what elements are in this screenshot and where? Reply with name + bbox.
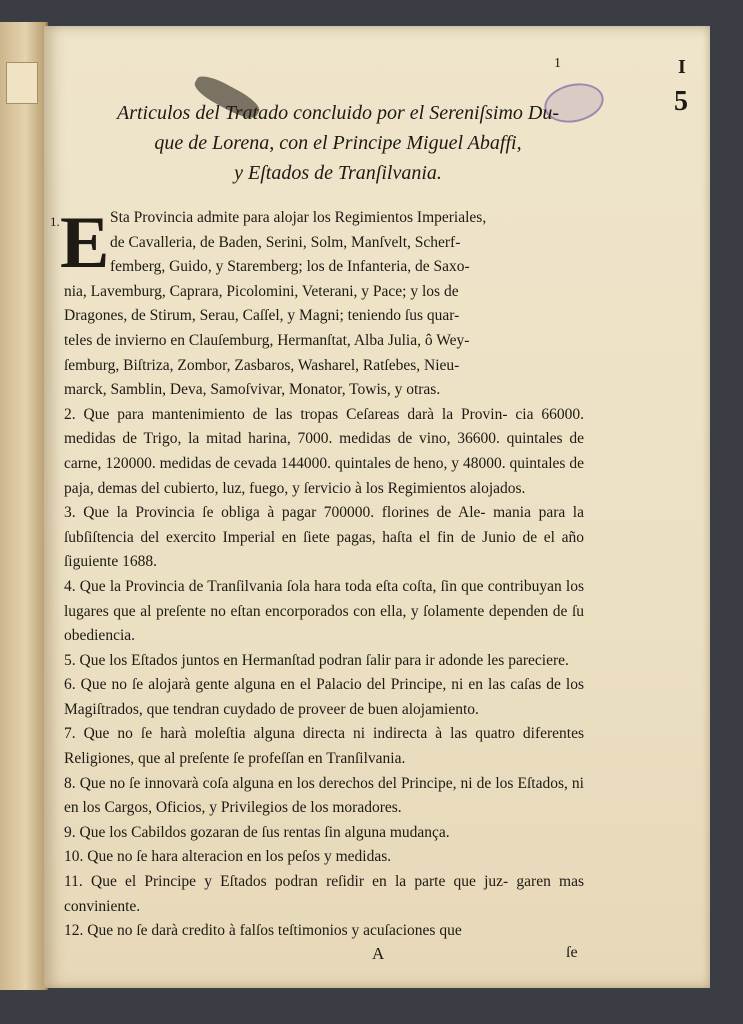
article-4: 4. Que la Provincia de Tranſilvania ſola hara toda eſta coſta, ſin que contribuyan los lugares que al preſente no eſtan encorporados con ella, y ſolamente dependen de ſu obediencia.	[64, 577, 584, 645]
catchword: ſe	[566, 944, 578, 961]
document-page	[44, 26, 710, 988]
article-7: 7. Que no ſe harà moleſtia alguna directa ni indirecta à las quatro diferentes Religiones, que al preſente ſe profeſſan en Tranſilvania.	[64, 725, 584, 768]
title-line: que de Lorena, con el Principe Miguel Abaffi,	[154, 132, 522, 154]
article-2: 2. Que para mantenimiento de las tropas Ceſareas darà la Provin- cia 66000. medidas de Trigo, la mitad harina, 7000. medidas de vino, 36600. quintales de carne, 120000. medidas de cevada 144000. quintales de heno, y 48000. quintales de paja, demas del cubierto, luz, fuego, y ſervicio à los Regimientos alojados.	[64, 405, 584, 497]
article-6: 6. Que no ſe alojarà gente alguna en el Palacio del Principe, ni en las caſas de los Magiſtrados, que tendran cuydado de proveer de buen alojamiento.	[64, 676, 584, 718]
article-3: 3. Que la Provincia ſe obliga à pagar 700000. florines de Ale- mania para la ſubſiſtencia del exercito Imperial en ſiete pagas, haſta el fin de Junio de el año ſiguiente 1688.	[64, 504, 584, 571]
title-line: Articulos del Tratado concluido por el Sereniſsimo Du-	[116, 102, 559, 124]
text-line: Dragones, de Stirum, Serau, Caſſel, y Magni; teniendo ſus quar-	[64, 307, 460, 325]
signature-mark: A	[372, 944, 385, 963]
drop-cap: E	[60, 202, 110, 284]
title-line: y Eſtados de Tranſilvania.	[234, 162, 442, 184]
edge-mark-side: 5	[674, 86, 688, 117]
text-line: de Cavalleria, de Baden, Serini, Solm, Manſvelt, Scherf-	[110, 233, 461, 251]
edge-mark-top: I	[678, 56, 686, 78]
document-body	[50, 202, 584, 944]
article-5: 5. Que los Eſtados juntos en Hermanſtad podran ſalir para ir adonde les pareciere.	[64, 651, 569, 669]
article-1	[64, 206, 584, 403]
marginal-number: 1.	[50, 214, 60, 229]
text-line: ſemburg, Biſtriza, Zombor, Zasbaros, Washarel, Ratſebes, Nieu-	[64, 356, 460, 374]
article-11: 11. Que el Principe y Eſtados podran reſidir en la parte que juz- garen mas conviniente.	[64, 873, 584, 915]
document-title	[58, 98, 618, 188]
text-line: teles de invierno en Clauſemburg, Hermanſtat, Alba Julia, ô Wey-	[64, 331, 470, 349]
left-page-edge	[0, 22, 48, 990]
article-12: 12. Que no ſe darà credito à falſos teſtimonios y acuſaciones que	[64, 922, 462, 940]
page-number: 1	[554, 56, 561, 71]
article-10: 10. Que no ſe hara alteracion en los peſos y medidas.	[64, 848, 392, 866]
left-page-paper-strip	[6, 62, 38, 104]
article-8: 8. Que no ſe innovarà coſa alguna en los derechos del Principe, ni de los Eſtados, ni en los Cargos, Oficios, y Privilegios de los moradores.	[64, 774, 584, 817]
text-line: marck, Samblin, Deva, Samoſvivar, Monator, Towis, y otras.	[64, 381, 441, 399]
text-line: femberg, Guido, y Staremberg; los de Infanteria, de Saxo-	[110, 258, 470, 276]
text-line: nia, Lavemburg, Caprara, Picolomini, Veterani, y Pace; y los de	[64, 282, 459, 300]
article-9: 9. Que los Cabildos gozaran de ſus rentas ſin alguna mudança.	[64, 823, 450, 841]
text-line: Sta Provincia admite para alojar los Regimientos Imperiales,	[110, 209, 487, 226]
